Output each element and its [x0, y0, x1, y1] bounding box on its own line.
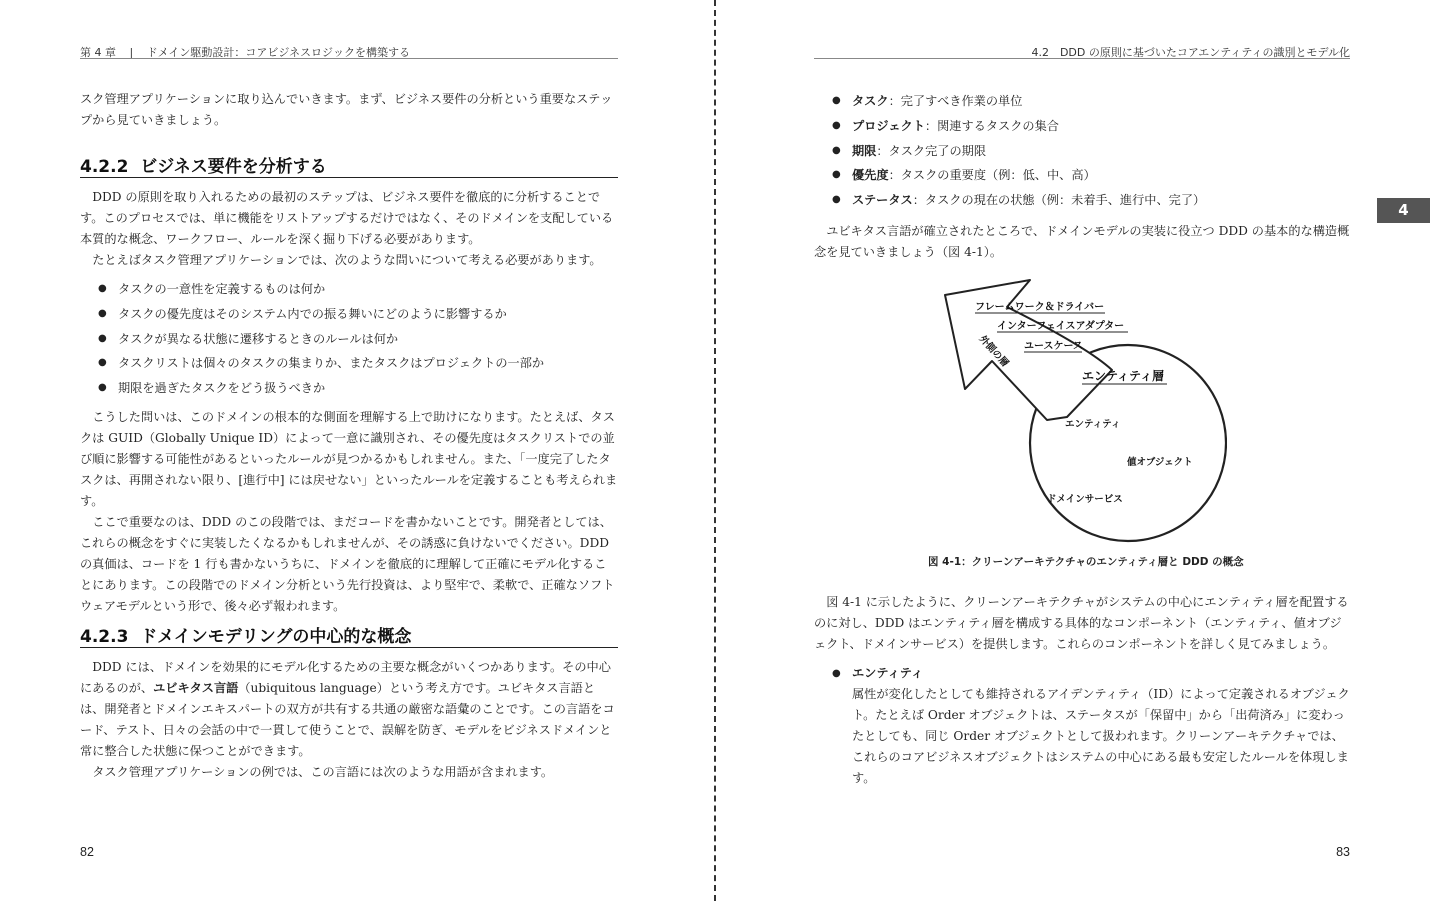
- right-page: [717, 0, 1430, 901]
- chapter-tab: 4: [1377, 198, 1430, 223]
- figure-caption: 図 4-1：クリーンアーキテクチャのエンティティ層と DDD の概念: [928, 556, 1244, 568]
- list-item: ● ステータス：タスクの現在の状態（例：未着手、進行中、完了）: [832, 193, 1206, 208]
- paragraph: ユビキタス言語が確立されたところで、ドメインモデルの実装に役立つ DDD の基本的な構造概念を見ていきましょう（図 4-1）。: [814, 223, 1350, 259]
- terms-list-block: [814, 89, 1350, 263]
- chapter-label: 第 4 章: [80, 46, 116, 59]
- page-divider: [714, 0, 716, 901]
- section1-body: [80, 187, 618, 617]
- terms-list: [814, 89, 1350, 213]
- paragraph: 図 4-1 に示したように、クリーンアーキテクチャがシステムの中心にエンティティ層を配置するのに対し、DDD はエンティティ層を構成する具体的なコンポーネント（エンティティ、値オブジェクト、ドメインサービス）を提供します。これらのコンポーネントを詳しく見てみましょう。: [814, 595, 1349, 651]
- paragraph: ここで重要なのは、DDD のこの段階では、まだコードを書かないことです。開発者としては、これらの概念をすぐに実装したくなるかもしれませんが、その誘惑に負けないでください。DDD の真価は、コードを 1 行も書かないうちに、ドメインを徹底的に理解して正確にモデル化することにあります。この段階でのドメイン分析という先行投資は、より堅牢で、柔軟で、正確なソフトウェアモデルという形で、後々必ず報われます。: [80, 514, 615, 613]
- arrow-label-interface-adapters: インターフェイスアダプター: [997, 321, 1125, 332]
- section2-body: [80, 657, 618, 783]
- header-rule: [814, 58, 1350, 59]
- list-item: ● 期限：タスク完了の期限: [832, 143, 987, 158]
- circle-item-entity: エンティティ: [1065, 419, 1121, 430]
- left-page: [0, 0, 714, 901]
- section-rule: [80, 647, 618, 648]
- paragraph: たとえばタスク管理アプリケーションでは、次のような問いについて考える必要があります。: [92, 253, 602, 267]
- arrow-label-frameworks: フレームワーク＆ドライバー: [975, 302, 1105, 313]
- list-item: ● タスクリストは個々のタスクの集まりか、またタスクはプロジェクトの一部か: [98, 356, 545, 371]
- list-item: ● タスクの優先度はそのシステム内での振る舞いにどのように影響するか: [98, 306, 507, 321]
- header-separator: |: [129, 46, 134, 59]
- section-heading-4-2-3: 4.2.3 ドメインモデリングの中心的な概念: [80, 627, 412, 647]
- circle-item-domain-service: ドメインサービス: [1047, 494, 1123, 505]
- component-list: [814, 663, 1350, 789]
- entity-description: 属性が変化したとしても維持されるアイデンティティ（ID）によって定義されるオブジェクト。たとえば Order オブジェクトは、ステータスが「保留中」から「出荷済み」に変わったとしても、同じ Order オブジェクトとして扱われます。クリーンアーキテクチャでは、これらのコアビジネスオブジェクトはシステムの中心にある最も安定したルールを体現します。: [852, 687, 1350, 785]
- paragraph: DDD には、ドメインを効果的にモデル化するための主要な概念がいくつかあります。その中心にあるのが、ユビキタス言語（ubiquitous language）という考え方です。ユビキタス言語とは、開発者とドメインエキスパートの双方が共有する共通の厳密な語彙のことです。この言語をコード、テスト、日々の会話の中で一貫して使うことで、誤解を防ぎ、モデルをビジネスドメインと常に整合した状態に保つことができます。: [80, 660, 615, 758]
- arrow-label-use-cases: ユースケース: [1024, 341, 1083, 352]
- paragraph: DDD の原則を取り入れるための最初のステップは、ビジネス要件を徹底的に分析することです。このプロセスでは、単に機能をリストアップするだけではなく、そのドメインを支配している本質的な概念、ワークフロー、ルールを深く掘り下げる必要があります。: [80, 190, 614, 246]
- question-list: [80, 277, 618, 401]
- list-item: ● 優先度：タスクの重要度（例：低、中、高）: [832, 168, 1096, 183]
- section-heading-4-2-2: 4.2.2 ビジネス要件を分析する: [80, 157, 327, 177]
- paragraph: タスク管理アプリケーションの例では、この言語には次のような用語が含まれます。: [92, 765, 554, 779]
- list-item: ● タスクが異なる状態に遷移するときのルールは何か: [98, 331, 399, 346]
- section-rule: [80, 177, 618, 178]
- entity-layer-title: エンティティ層: [1082, 369, 1165, 383]
- right-body: [814, 592, 1350, 789]
- term-ubiquitous-language: ユビキタス言語: [153, 681, 239, 695]
- chapter-title: ドメイン駆動設計：コアビジネスロジックを構築する: [146, 46, 411, 59]
- intro-paragraph: スク管理アプリケーションに取り込んでいきます。まず、ビジネス要件の分析という重要なステップから見ていきましょう。: [80, 92, 613, 127]
- list-item: ● プロジェクト：関連するタスクの集合: [832, 118, 1059, 133]
- figure-4-1: [937, 275, 1227, 545]
- entity-term: エンティティ: [852, 666, 924, 680]
- list-item: ● タスク：完了すべき作業の単位: [832, 94, 1023, 108]
- running-header-right: 4.2 DDD の原則に基づいたコアエンティティの識別とモデル化: [1031, 46, 1350, 59]
- paragraph: こうした問いは、このドメインの根本的な側面を理解する上で助けになります。たとえば、タスクは GUID（Globally Unique ID）によって一意に識別され、その優先度はタスクリストでの並び順に影響する可能性があるといったルールが見つかるかもしれません。また、「一度完了したタスクは、再開されない限り、[進行中] には戻せない」といったルールを定義することも考えられます。: [80, 409, 618, 508]
- page-number-right: 83: [1336, 845, 1350, 859]
- list-item: ● 期限を過ぎたタスクをどう扱うべきか: [98, 381, 326, 396]
- circle-item-value-object: 値オブジェクト: [1127, 457, 1193, 468]
- page-number-left: 82: [80, 845, 94, 859]
- list-item-entity: ● エンティティ 属性が変化したとしても維持されるアイデンティティ（ID）によって定義されるオブジェクト。たとえば Order オブジェクトは、ステータスが「保留中」から「出荷済み」に変わったとしても、同じ Order オブジェクトとして扱われます。クリーンアーキテクチャでは、これらのコアビジネスオブジェクトはシステムの中心にある最も安定したルールを体現します。: [814, 663, 1350, 789]
- list-item: ● タスクの一意性を定義するものは何か: [98, 282, 326, 296]
- outer-layer-label: 外側の層: [976, 333, 1011, 370]
- header-rule: [80, 58, 618, 59]
